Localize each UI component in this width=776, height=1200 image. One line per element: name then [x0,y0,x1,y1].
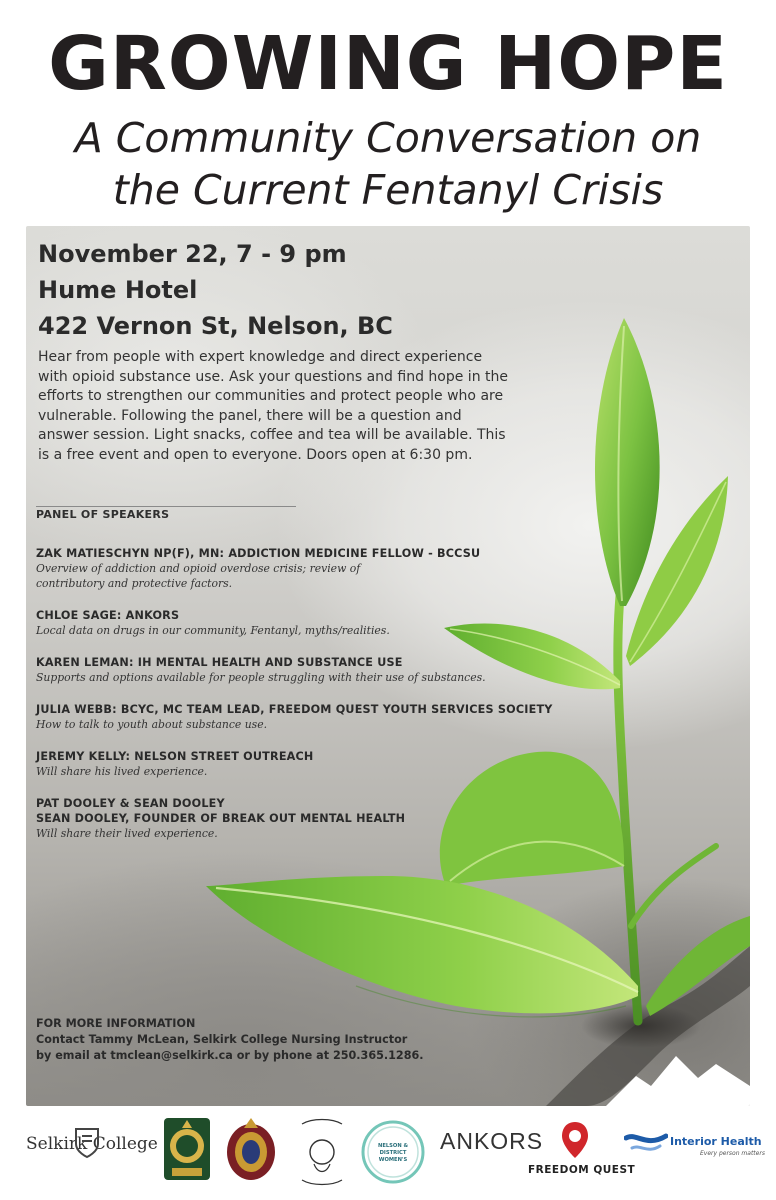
panel-heading: PANEL OF SPEAKERS [36,508,170,521]
more-information [36,1016,456,1064]
svg-text:DISTRICT: DISTRICT [379,1150,407,1156]
more-info-heading: FOR MORE INFORMATION [36,1017,196,1030]
speaker-topic: Supports and options available for people struggling with their use of substances. [36,671,486,684]
poster-photo-panel [26,226,750,1106]
speaker-topic: How to talk to youth about substance use. [36,718,268,731]
nelson-police-crest-icon [158,1114,216,1186]
speaker-topic: Overview of addiction and opioid overdose crisis; review of contributory and protective factors. [36,562,361,590]
speaker-item [36,749,596,779]
speaker-list [36,546,596,858]
speaker-item [36,655,596,685]
ankors-logo: ANKORS [440,1128,544,1154]
more-info-contact: Contact Tammy McLean, Selkirk College Nursing Instructor [36,1033,408,1046]
poster-title: GROWING HOPE [48,21,728,107]
speaker-item [36,702,596,732]
more-info-email-phone: by email at tmclean@selkirk.ca or by phone at 250.365.1286. [36,1049,424,1062]
speaker-item [36,546,596,591]
event-venue: Hume Hotel [38,276,198,304]
speaker-name: JULIA WEBB: BCYC, MC TEAM LEAD, FREEDOM QUEST YOUTH SERVICES SOCIETY [36,703,553,716]
interior-health-label: Interior Health [670,1135,762,1148]
speaker-name-secondary: SEAN DOOLEY, FOUNDER OF BREAK OUT MENTAL HEALTH [36,812,406,825]
speaker-topic: Local data on drugs in our community, Fentanyl, myths/realities. [36,624,390,637]
speaker-name: CHLOE SAGE: ANKORS [36,609,180,622]
interior-health-icon [624,1128,668,1156]
freedom-quest-icon [560,1120,590,1160]
freedom-quest-label: FREEDOM QUEST [528,1164,636,1176]
event-date-time: November 22, 7 - 9 pm [38,240,347,268]
sponsor-logo-strip [0,1108,776,1200]
event-address: 422 Vernon St, Nelson, BC [38,312,393,340]
interior-health-tagline: Every person matters [700,1150,765,1157]
selkirk-college-label: Selkirk College [26,1134,158,1154]
event-description: Hear from people with expert knowledge and direct experience with opioid substance use. Ask your questions and find hope in the efforts to strengthen our communities and protect people who are vulnerable. Following the panel, there will be a question and answer session. Light snacks, coffee and tea will be available. This is a free event and open to everyone. Doors open at 6:30 pm. [38,349,508,463]
speaker-item [36,608,596,638]
speaker-item [36,796,596,841]
speaker-name: JEREMY KELLY: NELSON STREET OUTREACH [36,750,314,763]
womens-centre-logo [360,1114,426,1190]
event-details [38,236,518,465]
subtitle-line-2: the Current Fentanyl Crisis [112,166,664,214]
svg-text:WOMEN'S: WOMEN'S [378,1157,408,1163]
rcmp-crest-icon [222,1114,280,1186]
panel-divider [36,506,296,507]
svg-text:NELSON &: NELSON & [377,1143,409,1149]
poster-subtitle [0,112,776,216]
speaker-name: ZAK MATIESCHYN NP(F), MN: ADDICTION MEDICINE FELLOW - BCCSU [36,547,481,560]
selkirk-crest-icon [72,1126,102,1160]
school-district-logo [292,1114,352,1190]
speaker-topic: Will share his lived experience. [36,765,208,778]
subtitle-line-1: A Community Conversation on [74,114,702,162]
speaker-topic: Will share their lived experience. [36,827,218,840]
speaker-name: KAREN LEMAN: IH MENTAL HEALTH AND SUBSTANCE USE [36,656,403,669]
speaker-name: PAT DOOLEY & SEAN DOOLEY [36,797,225,810]
